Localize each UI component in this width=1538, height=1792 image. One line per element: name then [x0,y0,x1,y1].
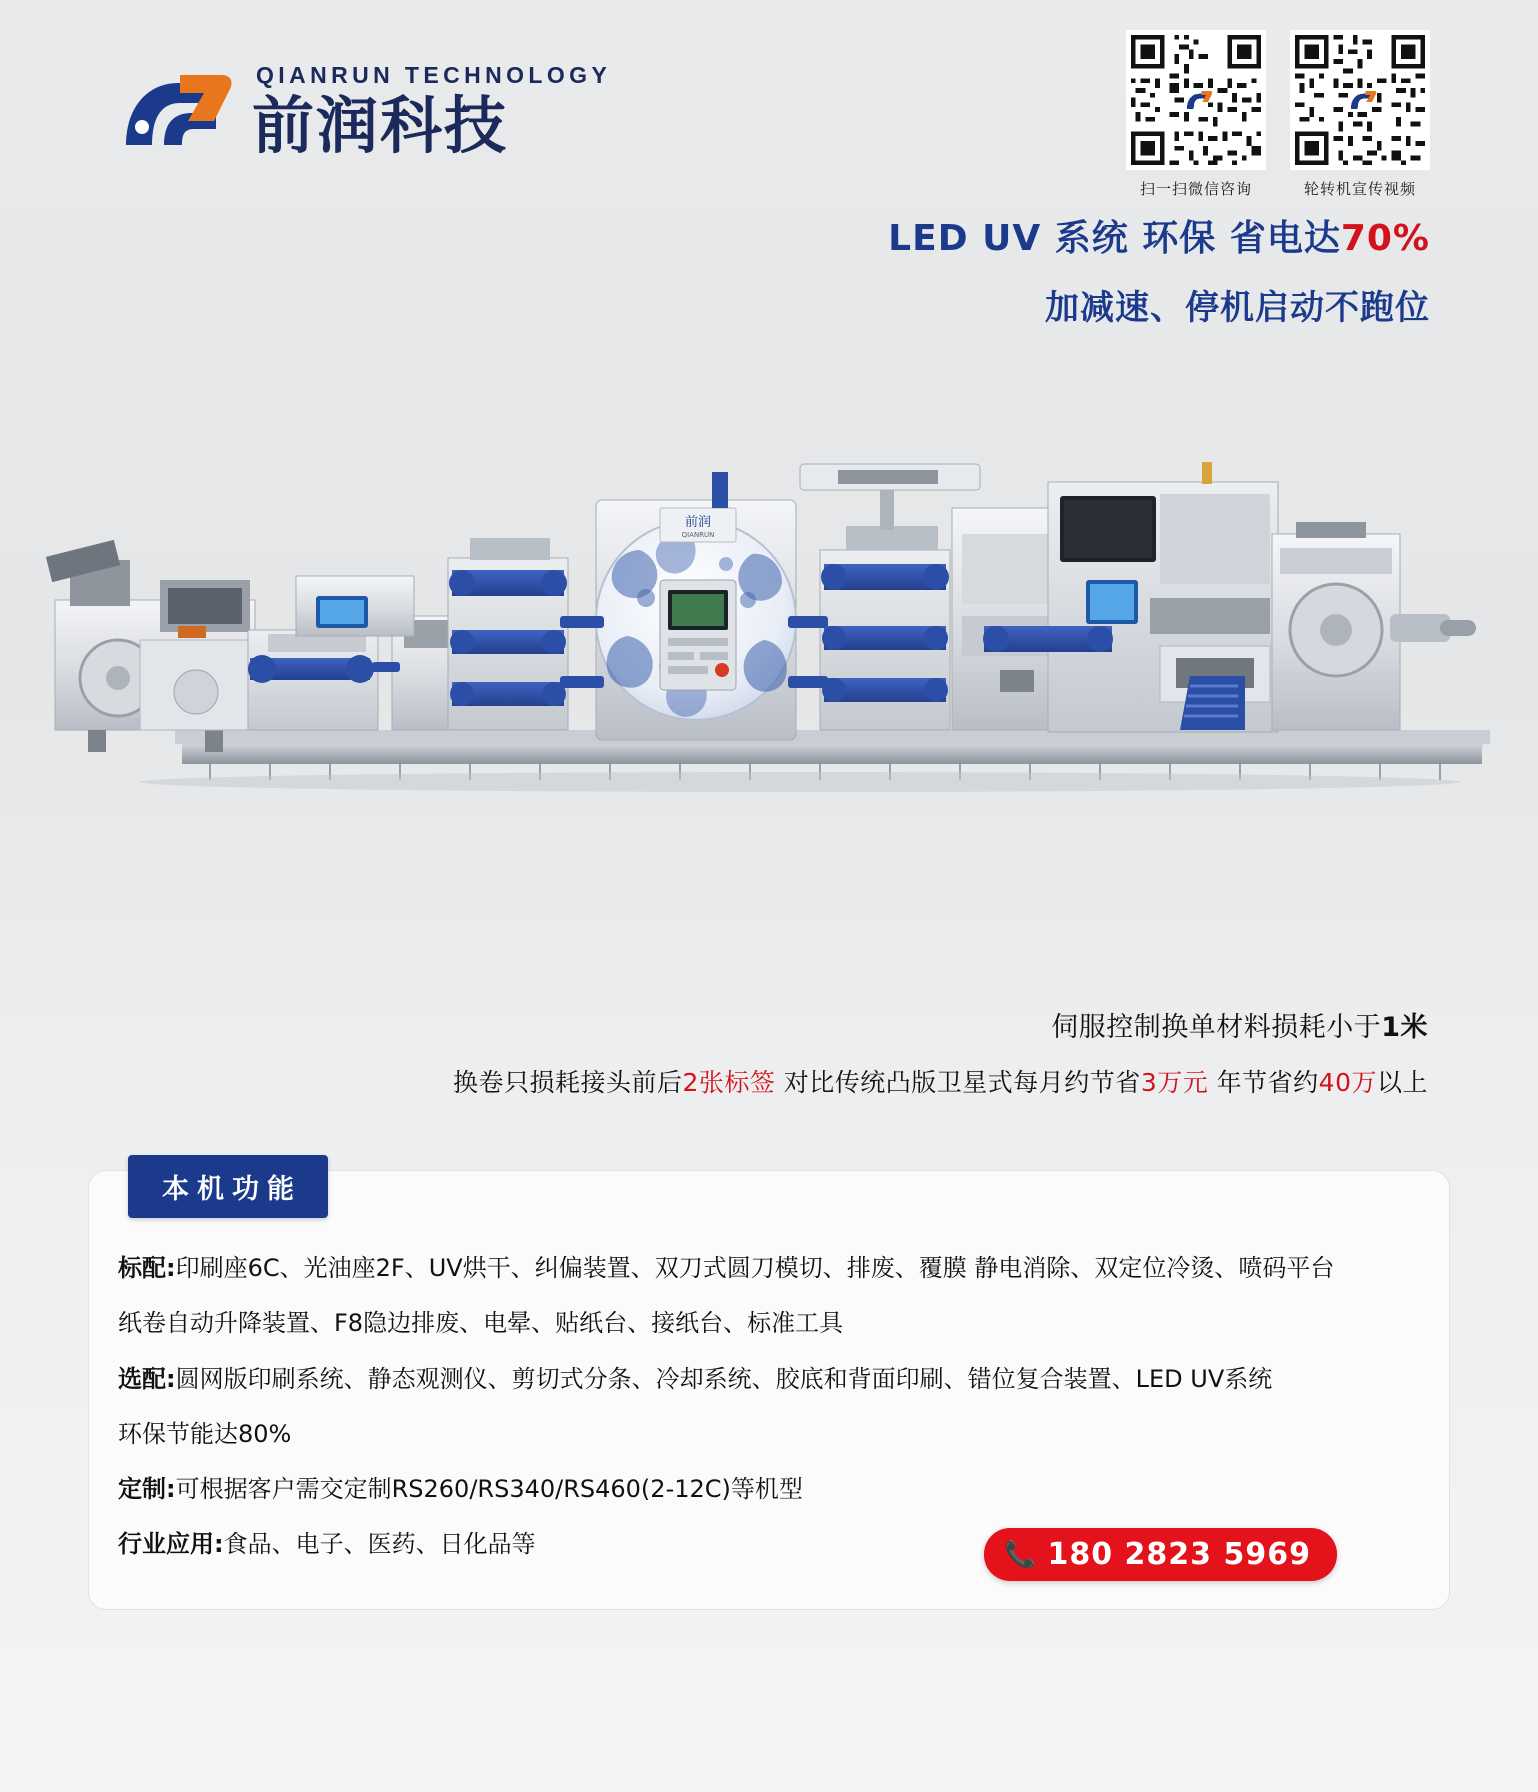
slogan-primary-highlight: 70% [1340,218,1430,259]
feature-row-label: 标配: [118,1254,176,1282]
brand-name-en: QIANRUN TECHNOLOGY [256,62,612,88]
slogan-secondary: 加减速、停机启动不跑位 [1045,288,1430,328]
feature-row [118,1359,1418,1400]
feature-row [118,1469,1418,1510]
feature-row [118,1524,1418,1565]
video-qr-icon [1290,30,1430,170]
features-panel-title: 本机功能 [128,1155,328,1218]
feature-row-text: 食品、电子、医药、日化品等 [223,1530,536,1559]
svg-text:前润: 前润 [684,515,712,530]
phone-icon: 📞 [1004,1539,1038,1570]
feature-row-label: 选配: [118,1364,176,1393]
benefit-2-d: 3万元 [1140,1068,1209,1097]
feature-row-text: 可根据客户需交定制RS260/RS340/RS460(2-12C)等机型 [175,1475,803,1504]
benefit-2-c: 对比传统凸版卫星式每月约节省 [775,1068,1141,1097]
machine-photo [0,430,1538,900]
feature-row [118,1303,1418,1344]
svg-text:QIANRUN: QIANRUN [681,531,715,539]
brand-logo [118,62,612,162]
qr-caption: 轮转机宣传视频 [1303,180,1416,198]
slogan-led-uv: LED UV [888,218,1042,259]
qr-code-item[interactable] [1126,30,1266,199]
benefit-1-text: 伺服控制换单材料损耗小于 [1051,1012,1382,1043]
brand-name-cn: 前润科技 [252,89,509,162]
benefit-2-b: 2张标签 [682,1068,776,1097]
qr-code-group [1126,30,1430,199]
benefit-1-value: 1米 [1381,1012,1428,1043]
slogan-primary-text: 系统 环保 省电达 [1054,218,1341,259]
benefit-line-2 [453,1063,1428,1099]
benefit-line-1 [1051,1005,1428,1044]
benefit-2-g: 以上 [1376,1068,1428,1097]
benefit-2-f: 40万 [1318,1068,1377,1097]
qianrun-logo-icon [118,67,236,153]
feature-row [118,1414,1418,1455]
feature-row-text: 圆网版印刷系统、静态观测仪、剪切式分条、冷却系统、胶底和背面印刷、错位复合装置、LED UV系统 [175,1364,1273,1393]
feature-row-text: 印刷座6C、光油座2F、UV烘干、纠偏装置、双刀式圆刀模切、排废、覆膜 静电消除、双定位冷烫、喷码平台 [175,1254,1335,1282]
benefit-2-a: 换卷只损耗接头前后 [452,1068,683,1097]
phone-number: 180 2823 5969 [1047,1537,1311,1572]
feature-row [118,1248,1418,1289]
brand-text [252,62,612,162]
qr-caption: 扫一扫微信咨询 [1139,180,1252,198]
feature-row-text: 环保节能达80% [118,1419,292,1448]
page-header [0,0,1538,400]
slogan-primary [888,210,1430,261]
feature-row-text: 纸卷自动升降装置、F8隐边排废、电晕、贴纸台、接纸台、标准工具 [118,1309,844,1338]
feature-row-label: 行业应用: [118,1530,224,1559]
wechat-qr-icon [1126,30,1266,170]
qr-code-item[interactable] [1290,30,1430,199]
benefit-2-e: 年节省约 [1208,1068,1319,1097]
feature-row-label: 定制: [118,1475,176,1504]
features-list [118,1248,1418,1580]
